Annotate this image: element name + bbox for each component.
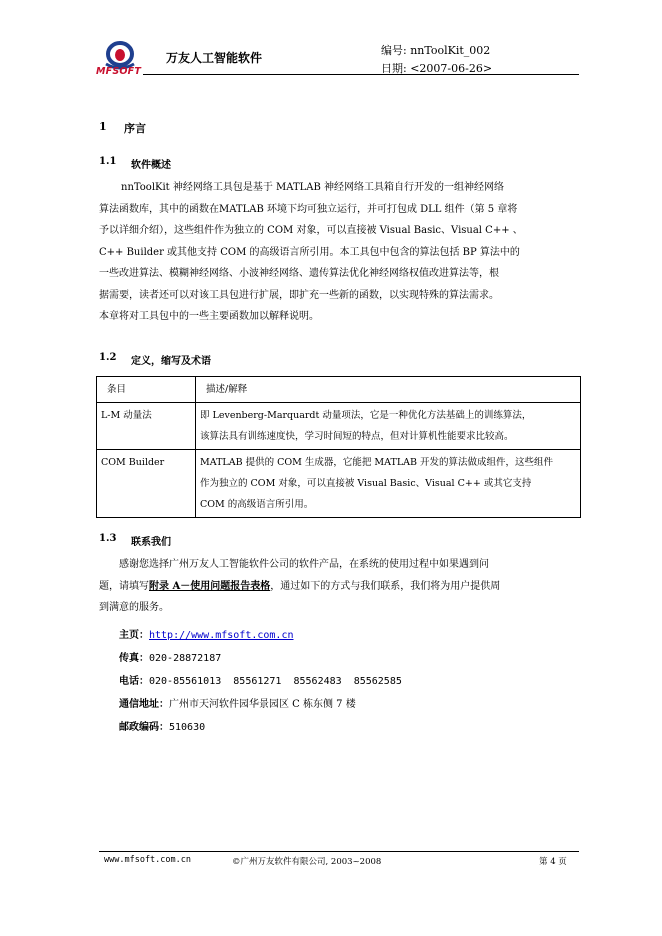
phone-label: 电话： (119, 676, 149, 687)
overview-line: 一些改进算法、模糊神经网络、小波神经网络、遗传算法优化神经网络权值改进算法等，根 (99, 268, 499, 279)
overview-line: 予以详细介绍），这些组件作为独立的 COM 对象，可以直接被 Visual Basic、Visual C++ 、 (99, 225, 523, 236)
contact-fax (119, 649, 221, 664)
table-cell-description (196, 403, 581, 450)
appendix-a-link[interactable]: 附录 A－使用问题报告表格 (149, 580, 271, 592)
document-number: 编号: nnToolKit_002 (381, 44, 491, 57)
address-label: 通信地址： (119, 699, 169, 710)
table-row (97, 403, 581, 450)
homepage-link[interactable]: http://www.mfsoft.com.cn (149, 630, 294, 641)
description-line: 即 Levenberg-Marquardt 动量项法，它是一种优化方法基础上的训练算法， (200, 410, 532, 421)
postcode-label: 邮政编码： (119, 722, 169, 733)
contact-intro-line (99, 576, 579, 598)
overview-line: C++ Builder 或其他支持 COM 的高级语言所引用。本工具包中包含的算法包括 BP 算法中的 (99, 246, 520, 258)
fax-label: 传真： (119, 653, 149, 664)
overview-line: 本章将对工具包中的一些主要函数加以解释说明。 (99, 311, 319, 322)
section-1-number: 1 (99, 120, 107, 133)
table-cell-term: COM Builder (97, 450, 196, 518)
overview-line: 算法函数库，其中的函数在MATLAB 环境下均可独立运行，并可打包成 DLL 组件（第 5 章将 (99, 203, 518, 215)
overview-line: nnToolKit 神经网络工具包是基于 MATLAB 神经网络工具箱自行开发的一组神经网络 (121, 182, 505, 193)
overview-line: 据需要，读者还可以对该工具包进行扩展，即扩充一些新的函数，以实现特殊的算法需求。 (99, 289, 499, 301)
contact-phone (119, 672, 402, 687)
section-1-3-number: 1.3 (99, 533, 117, 544)
section-1-1-title: 软件概述 (131, 160, 171, 171)
footer-website: www.mfsoft.com.cn (104, 855, 191, 865)
table-header-row (97, 377, 581, 403)
table-cell-description (196, 450, 581, 518)
footer-copyright: ©广州万友软件有限公司, 2003~2008 (232, 857, 382, 867)
contact-address (119, 695, 356, 710)
description-line: MATLAB 提供的 COM 生成器，它能把 MATLAB 开发的算法做成组件，这些组件 (200, 457, 553, 468)
logo-text: MFSOFT (96, 66, 142, 77)
section-1-3-title: 联系我们 (131, 537, 171, 548)
footer-rule (99, 851, 579, 852)
contact-intro-line: 到满意的服务。 (99, 602, 169, 613)
section-1-1-number: 1.1 (99, 156, 117, 167)
contact-intro-text: ，通过如下的方式与我们联系，我们将为用户提供周 (270, 580, 501, 592)
overview-paragraph (99, 177, 579, 328)
company-name: 万友人工智能软件 (166, 51, 263, 65)
description-line: 该算法具有训练速度快，学习时间短的特点，但对计算机性能要求比较高。 (200, 431, 514, 442)
header-rule (143, 74, 579, 75)
contact-homepage (119, 626, 294, 641)
section-1-2-number: 1.2 (99, 352, 117, 363)
document-date: 日期: <2007-06-26> (381, 62, 493, 75)
footer-page-number: 第 4 页 (539, 857, 567, 867)
table-cell-term: L-M 动量法 (97, 403, 196, 450)
definitions-table (96, 376, 581, 518)
fax-value: 020-28872187 (149, 653, 222, 664)
phone-value: 020-85561013 85561271 85562483 85562585 (149, 676, 402, 687)
homepage-label: 主页： (119, 630, 149, 641)
table-row (97, 450, 581, 518)
table-header-description: 描述/解释 (196, 377, 581, 403)
section-1-2-title: 定义，缩写及术语 (131, 356, 211, 367)
contact-postcode (119, 718, 205, 733)
description-line: COM 的高级语言所引用。 (200, 499, 314, 510)
contact-intro-text: 题，请填写 (99, 580, 149, 592)
description-line: 作为独立的 COM 对象，可以直接被 Visual Basic、Visual C++ 或其它支持 (200, 478, 532, 489)
contact-paragraph (99, 554, 579, 619)
address-value: 广州市天河软件园华景园区 C 栋东侧 7 楼 (169, 699, 356, 710)
section-1-title: 序言 (124, 122, 146, 135)
contact-intro-line: 感谢您选择广州万友人工智能软件公司的软件产品，在系统的使用过程中如果遇到问 (119, 559, 489, 570)
postcode-value: 510630 (169, 722, 206, 733)
table-header-term: 条目 (97, 377, 196, 403)
